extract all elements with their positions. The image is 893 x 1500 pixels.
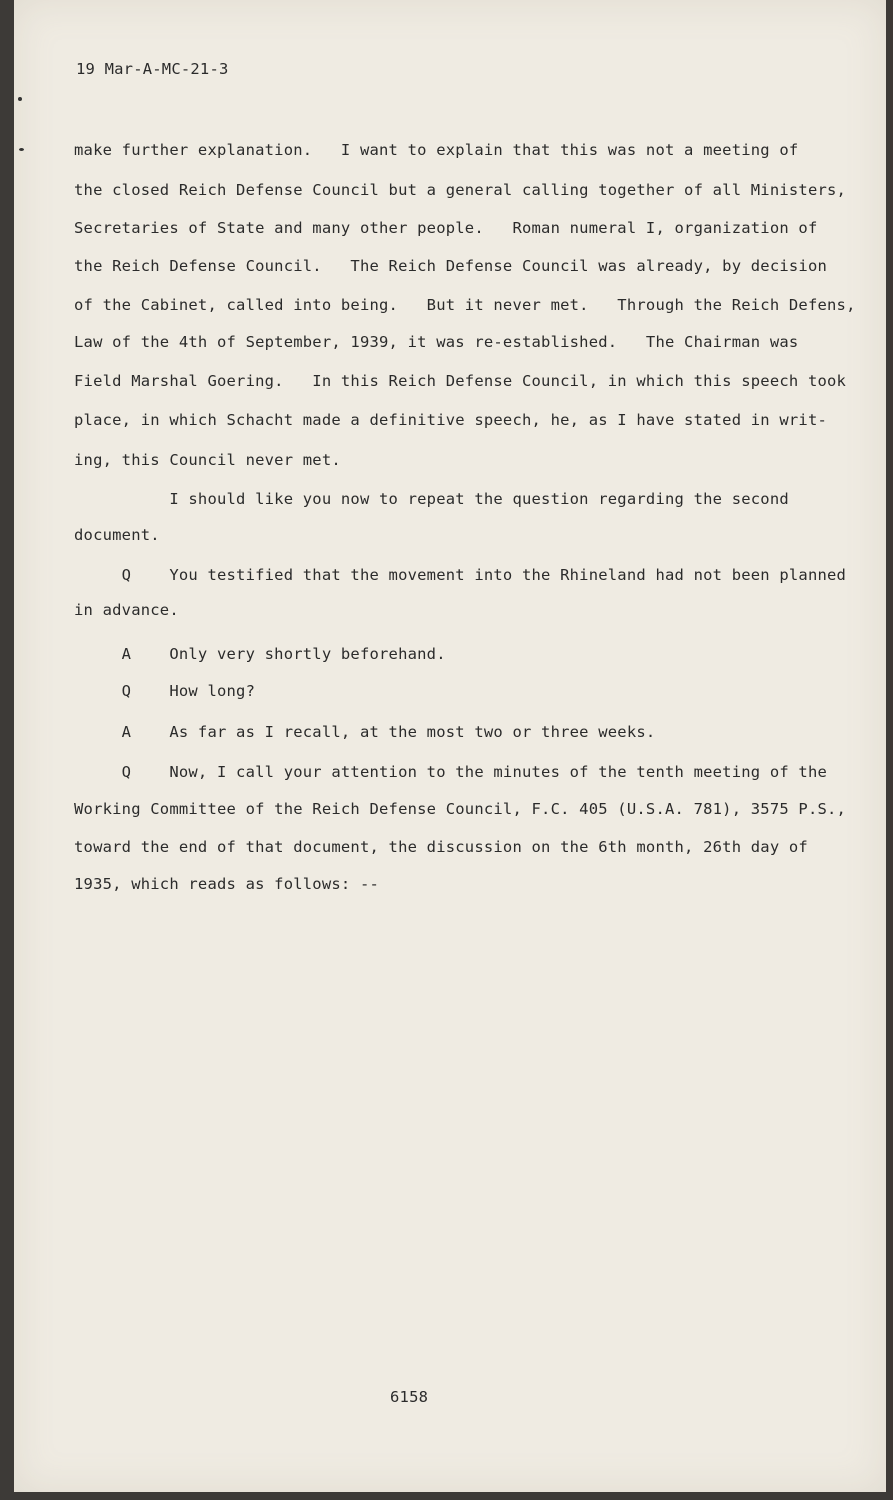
- text-line: Q How long?: [74, 682, 256, 700]
- text-line: toward the end of that document, the discussion on the 6th month, 26th day of: [74, 838, 808, 856]
- margin-mark: [18, 97, 22, 101]
- text-line: in advance.: [74, 601, 179, 619]
- document-page: [14, 0, 886, 1492]
- text-line: Field Marshal Goering. In this Reich Defense Council, in which this speech took: [74, 372, 847, 390]
- text-line: ing, this Council never met.: [74, 451, 341, 469]
- text-line: document.: [74, 526, 160, 544]
- text-line: A Only very shortly beforehand.: [74, 645, 446, 663]
- text-line: I should like you now to repeat the question regarding the second: [74, 490, 789, 508]
- text-line: Secretaries of State and many other people. Roman numeral I, organization of: [74, 219, 818, 237]
- text-line: Law of the 4th of September, 1939, it was re-established. The Chairman was: [74, 333, 799, 351]
- page-number: 6158: [390, 1388, 429, 1406]
- text-line: the closed Reich Defense Council but a general calling together of all Ministers,: [74, 181, 847, 199]
- text-line: Working Committee of the Reich Defense Council, F.C. 405 (U.S.A. 781), 3575 P.S.,: [74, 800, 847, 818]
- text-line: Q Now, I call your attention to the minutes of the tenth meeting of the: [74, 763, 828, 781]
- text-line: of the Cabinet, called into being. But it never met. Through the Reich Defens,: [74, 296, 856, 314]
- text-line: A As far as I recall, at the most two or three weeks.: [74, 723, 656, 741]
- text-line: make further explanation. I want to explain that this was not a meeting of: [74, 141, 799, 159]
- text-line: place, in which Schacht made a definitive speech, he, as I have stated in writ-: [74, 411, 828, 429]
- page-reference: 19 Mar-A-MC-21-3: [76, 60, 229, 78]
- margin-mark: [19, 148, 24, 151]
- text-line: the Reich Defense Council. The Reich Defense Council was already, by decision: [74, 257, 828, 275]
- text-line: Q You testified that the movement into the Rhineland had not been planned: [74, 566, 847, 584]
- text-line: 1935, which reads as follows: --: [74, 875, 380, 893]
